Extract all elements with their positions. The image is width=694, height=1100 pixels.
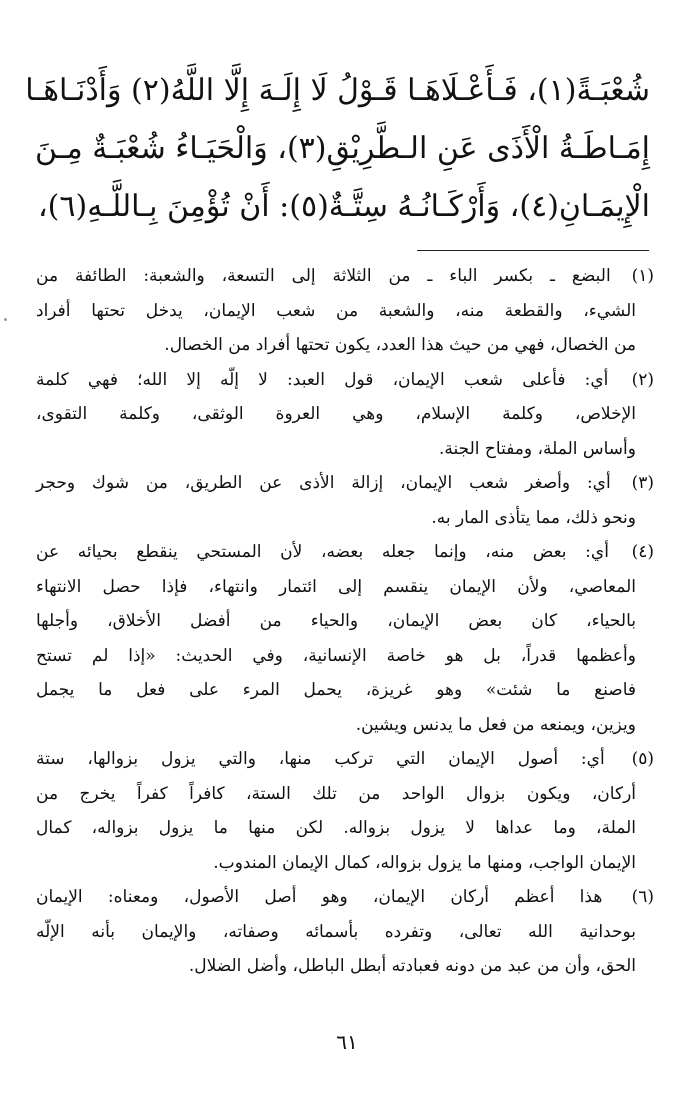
footnote-4-line-2: المعاصي، ولأن الإيمان ينقسم إلى ائتمار وانتهاء، فإذا حصل الانتهاء xyxy=(36,576,636,597)
scan-speck xyxy=(4,318,7,321)
footnote-4-line-3: بالحياء، كان بعض الإيمان، والحياء من أفضل الأخلاق، وأجلها xyxy=(36,611,636,631)
footnote-separator xyxy=(417,250,649,251)
footnote-text: هذا أعظم أركان الإيمان، وهو أصل الأصول، ومعناه: الإيمان xyxy=(36,887,603,907)
footnote-4-line-6: ويزين، ويمنعه من فعل ما يدنس ويشين. xyxy=(355,714,636,735)
footnote-5-line-3: الملة، وما عداها لا يزول بزواله. لكن منها ما يزول بزواله، كمال xyxy=(36,818,636,838)
footnote-text: أي: بعض منه، وإنما جعله بعضه، لأن المستحي ينقطع بحيائه عن xyxy=(36,542,609,562)
footnote-5-line-1 xyxy=(36,742,654,777)
footnote-3 xyxy=(36,466,654,535)
footnote-3-line-1 xyxy=(36,466,654,501)
footnote-4 xyxy=(36,535,654,742)
footnote-text: أي: وأصغر شعب الإيمان، إزالة الأذى عن الطريق، من شوك وحجر xyxy=(36,473,611,493)
page-number: ٦١ xyxy=(336,1030,358,1054)
footnote-number: (٣) xyxy=(631,473,655,493)
footnote-1-line-3: من الخصال، فهي من حيث هذا العدد، يكون تحتها أفراد من الخصال. xyxy=(164,335,636,355)
footnote-number: (٥) xyxy=(631,749,654,769)
footnote-text: أي: فأعلى شعب الإيمان، قول العبد: لا إلّه إلا الله؛ فهي كلمة xyxy=(36,369,609,390)
footnote-number: (٢) xyxy=(631,369,654,390)
footnotes-list xyxy=(36,259,654,984)
footnote-number: (١) xyxy=(631,266,654,286)
footnote-4-line-4: وأعظمها قدراً، بل هو خاصة الإنسانية، وفي الحديث: «إذا لم تستح xyxy=(36,645,636,666)
footnote-2 xyxy=(36,363,654,467)
footnote-6 xyxy=(36,880,654,984)
footnote-5-line-4: الإيمان الواجب، ومنها ما يزول بزواله، كمال الإيمان المندوب. xyxy=(213,852,636,873)
main-text-line-2: إِمَـاطَـةُ الْأَذَى عَنِ الـطَّرِيْقِ(٣)، وَالْحَيَـاءُ شُعْبَـةٌ مِـنَ xyxy=(35,131,650,166)
footnote-2-line-1 xyxy=(36,363,654,398)
footnote-4-line-1 xyxy=(36,535,654,570)
footnote-1 xyxy=(36,259,654,363)
main-text-line-3: الْإِيمَـانِ(٤)، وَأَرْكَـانُـهُ سِتَّـةٌ(٥): أَنْ تُؤْمِنَ بِـاللَّـهِ(٦)، xyxy=(37,189,650,224)
footnote-2-line-2: الإخلاص، وكلمة الإسلام، وهي العروة الوثقى، وكلمة التقوى، xyxy=(36,404,636,424)
footnote-5-line-2: أركان، ويكون بزوال الواحد من تلك الستة، كافراً كفراً يخرج من xyxy=(36,783,636,804)
main-text-block xyxy=(25,62,650,236)
footnote-4-line-5: فاصنع ما شئت» وهو غريزة، يحمل المرء على فعل ما يجمل xyxy=(36,680,636,700)
footnote-5 xyxy=(36,742,654,880)
footnote-6-line-2: بوحدانية الله تعالى، وتفرده بأسمائه وصفاته، والإيمان بأنه الإلّه xyxy=(36,921,636,942)
footnote-number: (٦) xyxy=(631,887,655,907)
footnote-text: البضع ـ بكسر الباء ـ من الثلاثة إلى التسعة، والشعبة: الطائفة من xyxy=(36,266,611,286)
footnote-number: (٤) xyxy=(631,542,655,562)
footnote-1-line-2: الشيء، والقطعة منه، والشعبة من شعب الإيمان، يدخل تحتها أفراد xyxy=(36,300,636,321)
footnote-2-line-3: وأساس الملة، ومفتاح الجنة. xyxy=(438,438,636,459)
footnote-6-line-3: الحق، وأن من عبد من دونه فعبادته أبطل الباطل، وأضل الضلال. xyxy=(188,956,636,976)
footnote-1-line-1 xyxy=(36,259,654,294)
footnote-3-line-2: ونحو ذلك، مما يتأذى المار به. xyxy=(431,507,636,528)
footnote-text: أي: أصول الإيمان التي تركب منها، والتي يزول بزوالها، ستة xyxy=(36,749,605,769)
main-text-line-1: شُعْبَـةً(١)، فَـأَعْـلَاهَـا قَـوْلُ لَا إِلَـهَ إِلَّا اللَّهُ(٢) وَأَدْنَـاهَـا xyxy=(25,73,650,108)
footnote-6-line-1 xyxy=(36,880,654,915)
